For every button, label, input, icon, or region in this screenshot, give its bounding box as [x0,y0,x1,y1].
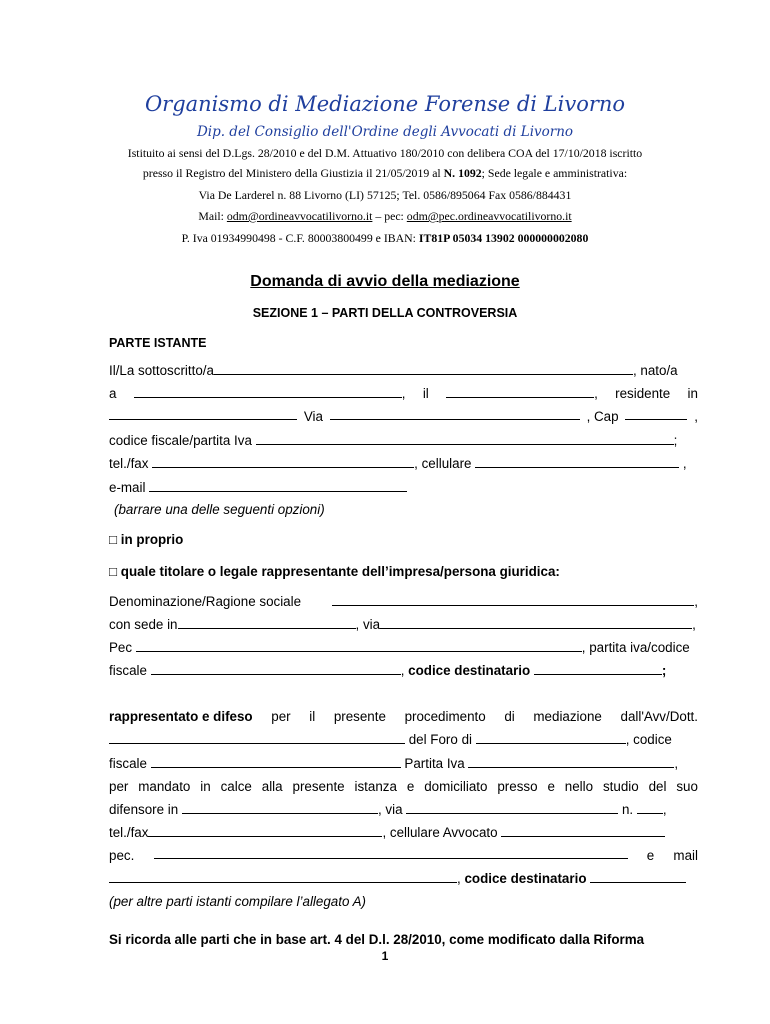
form-row-lawyer-address [109,802,698,817]
label-fiscale-lawyer: fiscale [109,756,151,771]
iban: IT81P 05034 13902 000000002080 [418,231,589,245]
mandate-word-10: presso [497,779,538,794]
label-codice: , codice [625,732,672,747]
comma-10: , [457,871,465,886]
header-line-1: Istituito ai sensi del D.Lgs. 28/2010 e del D.M. Attuativo 180/2010 con delibera COA del 17/10/2018 iscritto [127,146,643,160]
form-row-birth [109,386,698,401]
mandate-word-7: istanza [354,779,397,794]
label-foro: del Foro di [405,732,476,747]
field-company-name[interactable] [332,595,694,606]
label-codice-destinatario: codice destinatario [408,663,534,678]
mail-label: Mail: [198,209,227,223]
field-company-recipient-code[interactable] [534,664,662,675]
form-row-lawyer-email [109,871,698,886]
label-codice-destinatario-lawyer: codice destinatario [464,871,591,886]
form-row-mandate [109,779,698,794]
document-title: Domanda di avvio della mediazione [250,273,520,290]
field-lawyer-city[interactable] [182,803,378,814]
label-nato: , nato/a [632,363,678,378]
label-codice-fiscale: codice fiscale/partita Iva [109,433,256,448]
field-lawyer-name[interactable] [109,733,405,744]
label-partita-iva-lawyer: Partita Iva [400,756,469,771]
field-lawyer-recipient-code[interactable] [590,872,686,883]
label-cellulare: , cellulare [414,456,476,471]
field-cap[interactable] [625,409,687,420]
parte-istante-heading: PARTE ISTANTE [109,336,207,350]
label-telfax-lawyer: tel./fax [109,825,149,840]
header-mail-line [0,209,770,224]
form-row-company-seat [109,617,698,632]
label-cap: , Cap [586,409,619,424]
field-company-city[interactable] [178,618,356,629]
mandate-word-14: del [648,779,667,794]
label-rappresentato: rappresentato e difeso [109,709,253,724]
label-via: Via [303,409,323,424]
field-lawyer-court[interactable] [476,733,626,744]
field-birth-place[interactable] [134,387,402,398]
mandate-word-12: nello [564,779,594,794]
label-sede: con sede in [109,617,178,632]
label-via-company: , via [355,617,381,632]
label-il: il [422,386,429,401]
form-row-name [109,363,698,378]
iva-text: P. Iva 01934990498 - C.F. 80003800499 e IBAN: [181,231,419,245]
mandate-word-6: presente [292,779,345,794]
label-residente: residente [615,386,671,401]
rap-word-1: per [271,709,291,724]
rap-word-5: di [504,709,515,724]
mandate-word-13: studio [602,779,639,794]
header-address: Via De Larderel n. 88 Livorno (LI) 57125; Tel. 0586/895064 Fax 0586/884431 [198,188,572,202]
rap-word-6: mediazione [533,709,602,724]
mandate-word-11: e [547,779,555,794]
header-line-2 [0,166,770,181]
label-denominazione: Denominazione/Ragione sociale [109,594,302,609]
header-iva-line [0,231,770,246]
form-row-tax [109,433,698,448]
rap-word-4: procedimento [404,709,486,724]
label-mail: mail [673,848,698,863]
section-title: SEZIONE 1 – PARTI DELLA CONTROVERSIA [252,306,518,320]
field-lawyer-email[interactable] [109,872,457,883]
label-n: n. [618,802,637,817]
form-row-phone [109,456,698,471]
field-lawyer-vat[interactable] [468,757,674,768]
field-phone[interactable] [152,457,414,468]
form-row-company-pec [109,640,698,655]
comma-3: , [694,409,698,424]
options-note: (barrare una delle seguenti opzioni) [114,502,325,517]
pec-link[interactable]: odm@pec.ordineavvocatilivorno.it [406,209,572,223]
header-line-2-text: presso il Registro del Ministero della Giustizia il 21/05/2019 al [142,166,444,180]
label-fiscale-company: fiscale [109,663,151,678]
semicolon-1: ; [673,433,678,448]
label-in: in [687,386,698,401]
label-sottoscritto: Il/La sottoscritto/a [109,363,214,378]
comma-4: , [679,456,687,471]
field-tax-code[interactable] [256,434,674,445]
mandate-word-8: e [406,779,415,794]
form-row-represented [109,709,698,724]
org-department: Dip. del Consiglio dell'Ordine degli Avvocati di Livorno [196,124,574,140]
semicolon-2: ; [661,663,667,678]
company-name-group [332,594,698,609]
label-e: e [646,848,655,863]
org-title: Organismo di Mediazione Forense di Livorno [144,92,626,116]
birth-place-group [134,386,406,401]
option-in-proprio[interactable]: □ in proprio [109,532,184,547]
field-lawyer-number[interactable] [637,803,663,814]
mandate-word-1: per [109,779,129,794]
page-number: 1 [381,949,389,963]
label-a: a [109,386,117,401]
label-pec-company: Pec [109,640,136,655]
label-via-lawyer: , via [377,802,407,817]
comma-6: , [692,617,696,632]
field-lawyer-street[interactable] [406,803,618,814]
registry-number: N. 1092 [443,166,482,180]
field-lawyer-fiscal[interactable] [151,757,401,768]
rap-word-2: il [309,709,316,724]
field-email[interactable] [149,481,407,492]
field-lawyer-pec[interactable] [154,848,628,859]
mandate-word-5: alla [261,779,283,794]
option-legal-representative[interactable]: □ quale titolare o legale rappresentante dell’impresa/persona giuridica: [109,564,560,579]
form-row-lawyer-pec [109,848,698,863]
field-birth-date[interactable] [446,387,594,398]
form-row-lawyer-phone [109,825,698,840]
rap-word-7: dall'Avv/Dott. [620,709,698,724]
allegato-note: (per altre parti istanti compilare l’allegato A) [109,894,367,909]
label-telfax: tel./fax [109,456,153,471]
rap-word-3: presente [333,709,386,724]
mail-link[interactable]: odm@ordineavvocatilivorno.it [226,209,373,223]
field-company-street[interactable] [380,618,692,629]
comma-7: , [400,663,409,678]
comma-2: , [594,386,598,401]
form-row-lawyer-fiscal [109,756,698,771]
field-mobile[interactable] [475,457,679,468]
mandate-word-4: calce [220,779,252,794]
field-residence-city[interactable] [109,409,297,420]
label-partita-iva: , partita iva/codice [581,640,690,655]
comma-5: , [694,594,698,609]
field-lawyer-phone[interactable] [148,826,382,837]
field-company-fiscal[interactable] [151,664,401,675]
form-row-email [109,480,698,495]
form-row-company-name [109,594,698,609]
field-lawyer-mobile[interactable] [501,826,665,837]
field-company-pec[interactable] [136,641,582,652]
comma-9: , [662,802,667,817]
label-pec-lawyer: pec. [109,848,135,863]
comma-1: , [401,386,406,401]
mandate-word-9: domiciliato [424,779,488,794]
birth-date-group [446,386,598,401]
mandate-word-3: in [200,779,211,794]
reminder-text: Si ricorda alle parti che in base art. 4 del D.l. 28/2010, come modificato dalla Riforma [109,932,645,947]
header-line-2-tail: ; Sede legale e amministrativa: [481,166,628,180]
label-cellulare-avvocato: , cellulare Avvocato [382,825,502,840]
mandate-word-15: suo [676,779,698,794]
form-row-company-fiscal [109,663,698,678]
label-email: e-mail [109,480,150,495]
form-row-address [109,409,698,424]
mandate-word-2: mandato [138,779,191,794]
form-row-lawyer-name [109,732,698,747]
field-name[interactable] [214,364,633,375]
label-difensore: difensore in [109,802,182,817]
pec-label: – pec: [372,209,407,223]
comma-8: , [674,756,679,771]
field-street[interactable] [330,409,580,420]
